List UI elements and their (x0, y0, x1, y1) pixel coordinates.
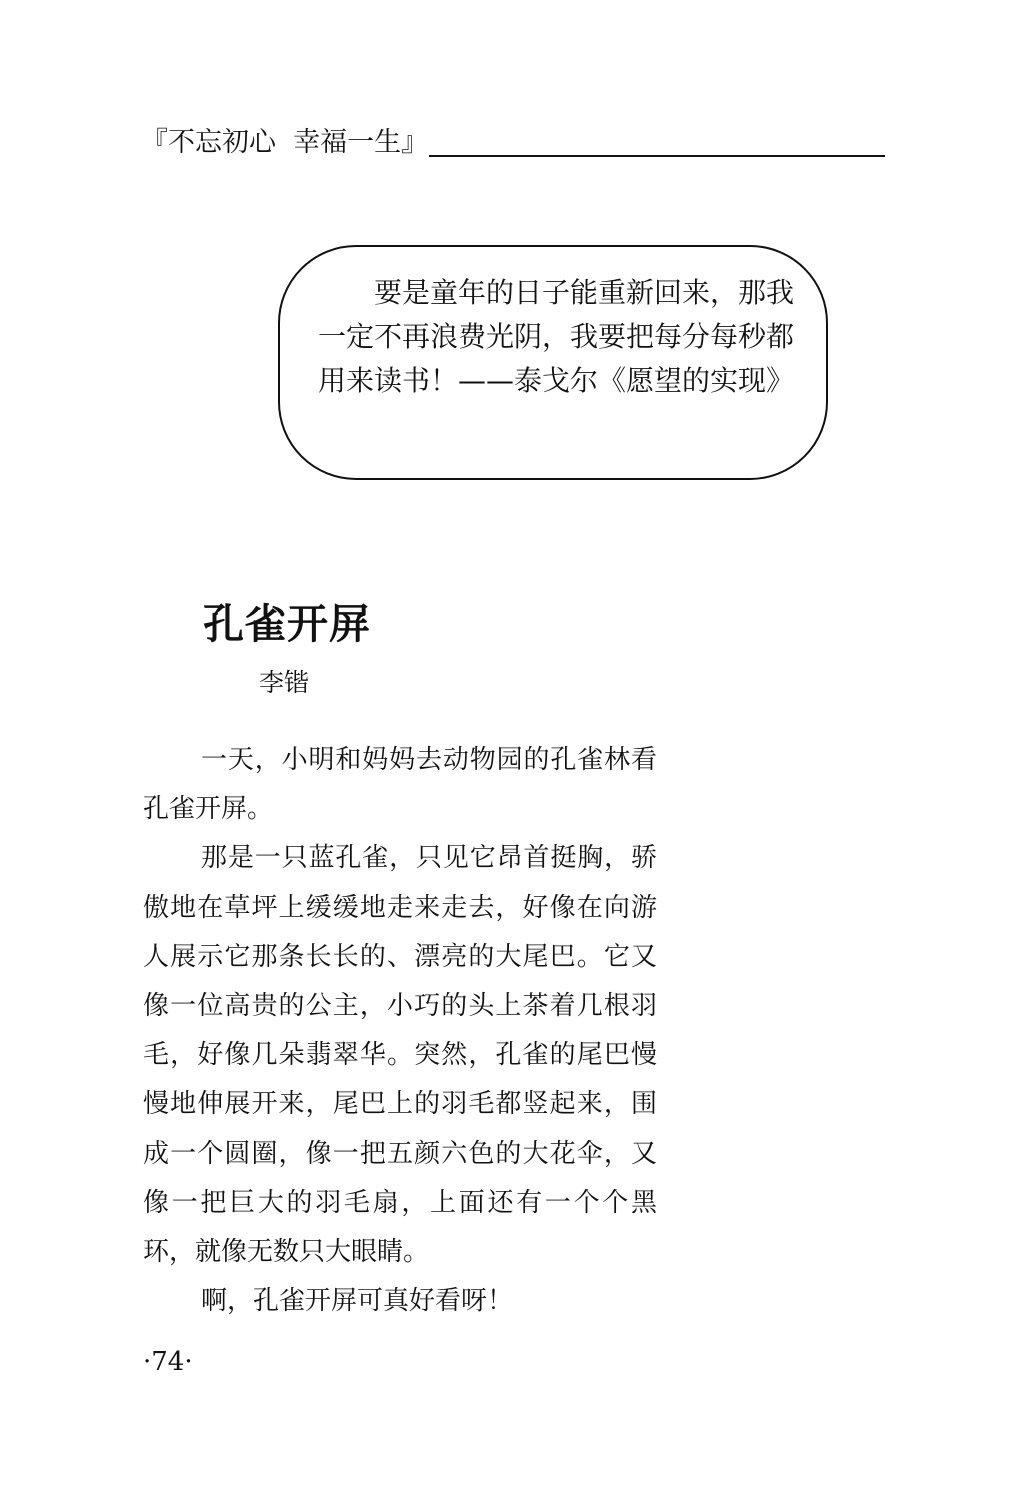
article-paragraph: 那是一只蓝孔雀，只见它昂首挺胸，骄傲地在草坪上缓缓地走来走去，好像在向游人展示它那条长长的、漂亮的大尾巴。它又像一位高贵的公主，小巧的头上茶着几根羽毛，好像几朵翡翠华。突然，孔雀的尾巴慢慢地伸展开来，尾巴上的羽毛都竖起来，围成一个圆圈，像一把五颜六色的大花伞，又像一把巨大的羽毛扇，上面还有一个个黑环，就像无数只大眼睛。 (143, 843, 657, 1268)
running-header (141, 126, 885, 160)
article-paragraph: 一天，小明和妈妈去动物园的孔雀林看孔雀开屏。 (143, 745, 657, 825)
running-header-title: 『不忘初心 幸福一生』 (141, 127, 429, 158)
quote-box (278, 245, 828, 480)
article-title: 孔雀开屏 (203, 600, 371, 648)
article-author: 李锴 (259, 668, 310, 697)
header-rule (429, 155, 885, 157)
article-body (143, 736, 657, 1326)
page-number: ·74· (143, 1347, 193, 1377)
article-paragraph: 啊，孔雀开屏可真好看呀！ (201, 1286, 514, 1317)
quote-text: 要是童年的日子能重新回来，那我一定不再浪费光阴，我要把每分每秒都用来读书！——泰戈尔《愿望的实现》 (318, 276, 795, 397)
